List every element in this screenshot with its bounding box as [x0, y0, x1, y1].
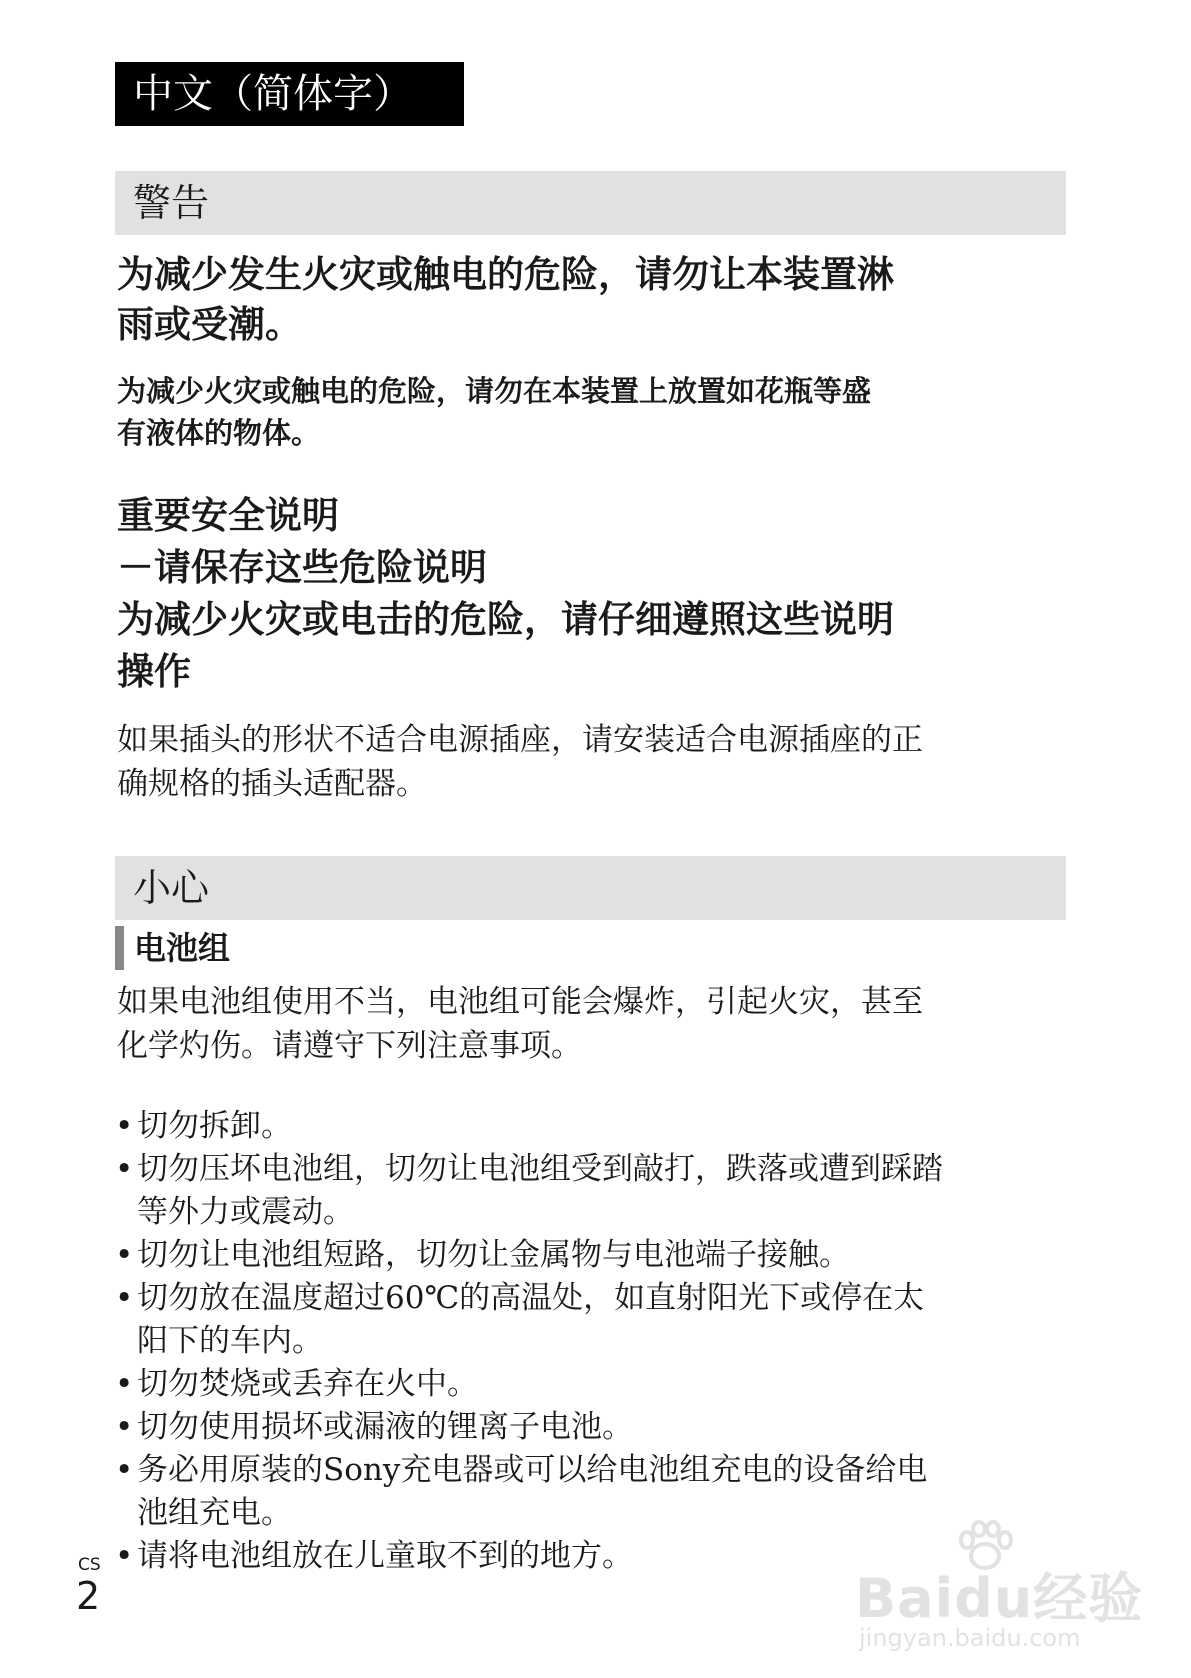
- important-instruction: 操作: [117, 650, 191, 693]
- list-item: [115, 1406, 1075, 1449]
- bullet-icon: •: [115, 1151, 134, 1187]
- list-item: [115, 1277, 1075, 1363]
- battery-intro: [117, 980, 1077, 1068]
- warning-heading: 警告: [115, 171, 1066, 235]
- warning-liquid-text: [117, 370, 1077, 454]
- warning-main-line: 雨或受潮。: [117, 303, 302, 346]
- list-item: [115, 1105, 1075, 1148]
- warning-liquid-line: 为减少火灾或触电的危险，请勿在本装置上放置如花瓶等盛: [117, 374, 872, 408]
- watermark-logo: Baidu经验: [855, 1567, 1144, 1630]
- battery-precautions-list: [115, 1105, 1075, 1578]
- bullet-icon: •: [115, 1538, 134, 1574]
- watermark: [855, 1520, 1144, 1660]
- list-item-text: 务必用原装的Sony充电器或可以给电池组充电的设备给电: [137, 1452, 928, 1488]
- page-number: 2: [76, 1574, 101, 1618]
- plug-adapter-line: 如果插头的形状不适合电源插座，请安装适合电源插座的正: [117, 722, 923, 758]
- list-item-text: 阳下的车内。: [137, 1323, 323, 1359]
- bullet-icon: •: [115, 1409, 134, 1445]
- bullet-icon: •: [115, 1237, 134, 1273]
- list-item-text: 请将电池组放在儿童取不到的地方。: [137, 1538, 633, 1574]
- list-item-text: 切勿让电池组短路，切勿让金属物与电池端子接触。: [137, 1237, 850, 1273]
- list-item-text: 切勿放在温度超过60℃的高温处，如直射阳光下或停在太: [137, 1280, 925, 1316]
- list-item-text: 池组充电。: [137, 1495, 292, 1531]
- warning-liquid-line: 有液体的物体。: [117, 416, 321, 450]
- battery-intro-line: 化学灼伤。请遵守下列注意事项。: [117, 1028, 582, 1064]
- important-subtitle: －请保存这些危险说明: [117, 546, 487, 589]
- warning-main-line: 为减少发生火灾或触电的危险，请勿让本装置淋: [117, 253, 894, 296]
- battery-intro-line: 如果电池组使用不当，电池组可能会爆炸，引起火灾，甚至: [117, 984, 923, 1020]
- bullet-icon: •: [115, 1280, 134, 1316]
- bullet-icon: •: [115, 1366, 134, 1402]
- warning-main-text: [117, 250, 1077, 350]
- list-item-text: 切勿焚烧或丢弃在火中。: [137, 1366, 478, 1402]
- plug-adapter-text: [117, 718, 1077, 806]
- list-item-text: 切勿压坏电池组，切勿让电池组受到敲打，跌落或遭到踩踏: [137, 1151, 943, 1187]
- battery-heading: 电池组: [115, 926, 230, 970]
- bullet-icon: •: [115, 1452, 134, 1488]
- plug-adapter-line: 确规格的插头适配器。: [117, 766, 427, 802]
- list-item-text: 等外力或震动。: [137, 1194, 354, 1230]
- important-title: 重要安全说明: [117, 494, 339, 537]
- caution-heading: 小心: [115, 856, 1066, 920]
- list-item-text: 切勿拆卸。: [137, 1108, 292, 1144]
- list-item: [115, 1148, 1075, 1234]
- page-language-code: CS: [78, 1555, 101, 1575]
- watermark-url: jingyan.baidu.com: [859, 1624, 1081, 1652]
- important-safety-block: [117, 490, 1077, 698]
- language-tag: 中文（简体字）: [115, 62, 464, 126]
- list-item-text: 切勿使用损坏或漏液的锂离子电池。: [137, 1409, 633, 1445]
- list-item: [115, 1363, 1075, 1406]
- important-instruction: 为减少火灾或电击的危险，请仔细遵照这些说明: [117, 598, 894, 641]
- bullet-icon: •: [115, 1108, 134, 1144]
- list-item: [115, 1234, 1075, 1277]
